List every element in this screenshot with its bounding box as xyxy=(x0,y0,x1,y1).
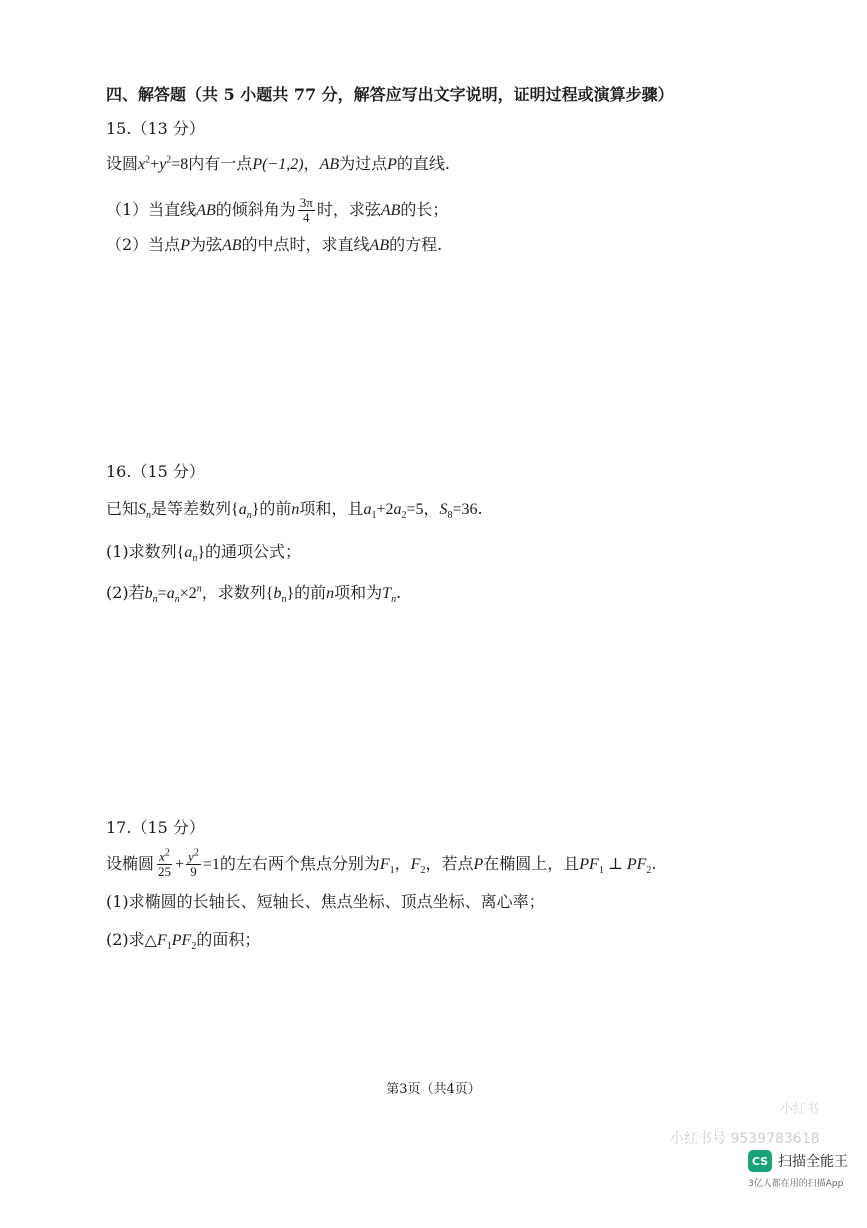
camscanner-logo-icon: CS xyxy=(748,1150,772,1172)
q16-part1: (1)求数列$\{a_n\}$的通项公式； xyxy=(106,542,302,565)
q15-title: 15.（13 分） xyxy=(106,119,205,138)
q16-part2: (2)若$b_n=a_n\times 2^n$，求数列$\{b_n\}$的前n项和为$T_n$. xyxy=(106,583,402,606)
watermark-logo: 小红书 xyxy=(780,1102,820,1117)
q17-y-fraction: $\frac{y^2}{9}$ xyxy=(188,847,199,879)
scanner-badge xyxy=(748,1150,848,1172)
q17-part2: (2)求$\triangle F_1PF_2$的面积； xyxy=(106,930,261,953)
q15-part1: （1）当直线AB的倾斜角为 $\frac{3\pi}{4}$ 时，求弦AB的长； xyxy=(106,195,449,225)
section-header: 四、解答题（共 5 小题共 77 分，解答应写出文字说明，证明过程或演算步骤） xyxy=(106,85,674,104)
q15-stem: 设圆$x^2+y^2=8$内有一点P(−1,2)，AB为过点P的直线. xyxy=(106,154,450,173)
scanner-app-tagline: 3亿人都在用的扫描App xyxy=(748,1179,844,1189)
q17-stem: 设椭圆 $\frac{x^2}{25}$ + $\frac{y^2}{9}$ =1的左右两个焦点分别为$F_1$，$F_2$，若点P在椭圆上，且$PF_1$ ⊥ $PF_2$. xyxy=(106,847,657,879)
q17-title: 17.（15 分） xyxy=(106,818,205,837)
watermark-id: 小红书号 9539783618 xyxy=(670,1131,820,1147)
q16-title: 16.（15 分） xyxy=(106,462,205,481)
q17-part1: (1)求椭圆的长轴长、短轴长、焦点坐标、顶点坐标、离心率； xyxy=(106,892,545,911)
q16-stem: 已知$S_n$是等差数列$\{a_n\}$的前n项和，且$a_1+2a_2=5$，$S_8=36$. xyxy=(106,499,483,522)
page-number: 第3页（共4页） xyxy=(386,1082,481,1097)
scanner-app-name: 扫描全能王 xyxy=(778,1154,848,1170)
q15-angle-fraction: $\frac{3\pi}{4}$ xyxy=(299,195,313,225)
q17-x-fraction: $\frac{x^2}{25}$ xyxy=(158,847,172,879)
q15-part2: （2）当点P为弦AB的中点时，求直线AB的方程. xyxy=(106,235,443,254)
